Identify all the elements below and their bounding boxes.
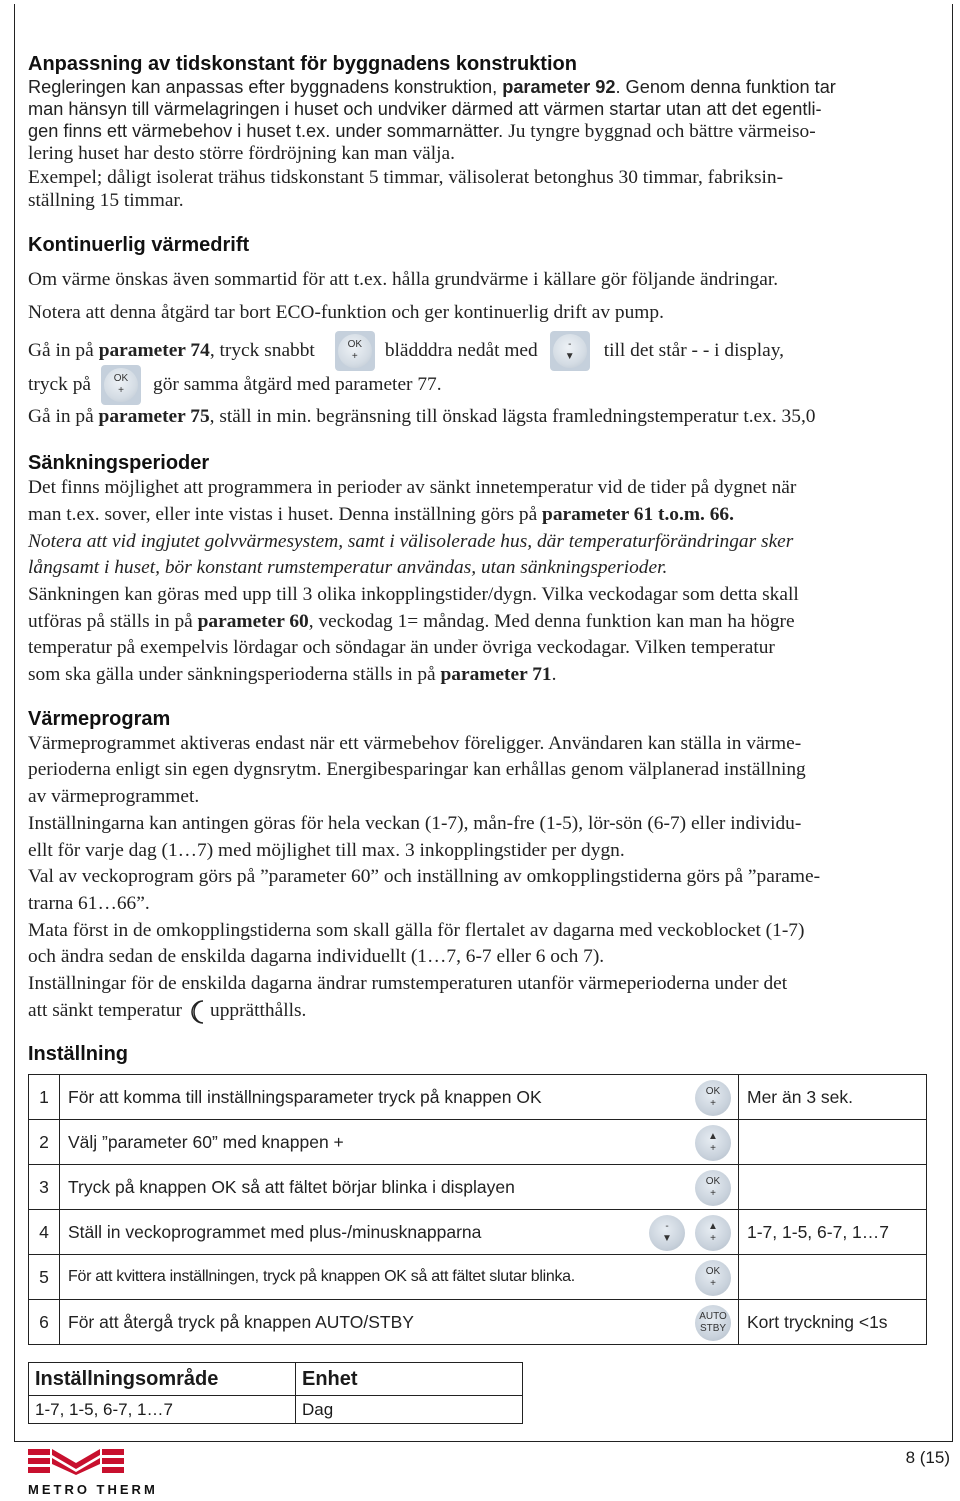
paragraph-line: lering huset har desto större fördröjning kan man välja. [28, 143, 456, 164]
paragraph-line: Regleringen kan anpassas efter byggnadens konstruktion, parameter 92. Genom denna funktion tar [28, 77, 836, 97]
auto-stby-button-icon: AUTO STBY [695, 1305, 731, 1341]
paragraph-line: trarna 61…66”. [28, 892, 150, 914]
step-note [739, 1120, 927, 1165]
step-number: 5 [29, 1255, 60, 1300]
paragraph-line: långsamt i huset, bör konstant rumstemperatur användas, utan sänkningsperioder. [28, 557, 668, 579]
paragraph-line: Exempel; dåligt isolerat trähus tidskonstant 5 timmar, välisolerat betonghus 30 timmar, fabriksin- [28, 167, 784, 188]
paragraph-line: Om värme önskas även sommartid för att t.ex. hålla grundvärme i källare gör följande ändringar. [28, 269, 779, 290]
step-number: 2 [29, 1120, 60, 1165]
table-row [29, 1120, 927, 1165]
step-note: 1-7, 1-5, 6-7, 1…7 [739, 1210, 927, 1255]
table-row [29, 1210, 927, 1255]
unit-value: Dag [296, 1396, 523, 1424]
step-number: 4 [29, 1210, 60, 1255]
section-title-varmeprogram: Värmeprogram [28, 707, 171, 730]
moon-icon [188, 999, 210, 1025]
table-row [29, 1396, 523, 1424]
paragraph-line: och ändra sedan de enskilda dagarna individuellt (1…7, 6-7 eller 6 och 7). [28, 946, 605, 968]
step-number: 6 [29, 1300, 60, 1345]
paragraph-line: att sänkt temperatur upprätthålls. [28, 998, 928, 1026]
paragraph-line: Inställningarna kan antingen göras för hela veckan (1-7), mån-fre (1-5), lör-sön (6-7) eller individu- [28, 812, 802, 834]
paragraph-line: Notera att denna åtgärd tar bort ECO-funktion och ger kontinuerlig drift av pump. [28, 301, 664, 323]
minus-down-button-icon: - ▼ [550, 331, 590, 371]
brand-name: METRO THERM [28, 1482, 158, 1497]
paragraph-line: man hänsyn till värmelagringen i huset och undviker därmed att värmen startar utan att det egentli- [28, 99, 822, 119]
section-title-sankningsperioder: Sänkningsperioder [28, 452, 210, 475]
table-header-row [29, 1363, 523, 1396]
paragraph-line: Gå in på parameter 75, ställ in min. begränsning till önskad lägsta framledningstemperatur t.ex. 35,0 [28, 406, 816, 428]
page-number: 8 (15) [905, 1448, 950, 1467]
range-value: 1-7, 1-5, 6-7, 1…7 [29, 1396, 296, 1424]
paragraph-line: Det finns möjlighet att programmera in perioder av sänkt innetemperatur vid de tider på dygnet när [28, 477, 797, 499]
unit-header: Enhet [296, 1363, 523, 1396]
step-note [739, 1165, 927, 1210]
paragraph-line: Gå in på parameter 74 , tryck snabbt OK + blädddra nedåt med - ▼ till det står - - i display, [28, 332, 928, 370]
section-title-tidskonstant: Anpassning av tidskonstant för byggnadens konstruktion [28, 53, 577, 75]
paragraph-line: av värmeprogrammet. [28, 786, 200, 808]
paragraph-line: man t.ex. sover, eller inte vistas i huset. Denna inställning görs på parameter 61 t.o.m. 66. [28, 503, 734, 525]
paragraph-line: temperatur på exempelvis lördagar och söndagar än under övriga veckodagar. Vilken temperatur [28, 637, 775, 659]
range-header: Inställningsområde [29, 1363, 296, 1396]
paragraph-line: gen finns ett värmebehov i huset t.ex. under sommarnätter. Ju tyngre byggnad och bättre värmeiso- [28, 121, 816, 142]
minus-down-button-icon: - ▼ [649, 1215, 685, 1251]
table-row [29, 1255, 927, 1300]
ok-button-icon: OK + [335, 331, 375, 371]
paragraph-line: ställning 15 timmar. [28, 190, 184, 211]
range-unit-table [28, 1362, 523, 1424]
paragraph-line: Inställningar för de enskilda dagarna ändrar rumstemperaturen utanför värmeperioderna under det [28, 973, 788, 995]
step-text: För att kvittera inställningen, tryck på knappen OK så att fältet slutar blinka. [60, 1255, 647, 1300]
metrotherm-logo [28, 1449, 158, 1497]
settings-steps-table [28, 1074, 927, 1345]
plus-up-button-icon: ▲ + [695, 1215, 731, 1251]
table-row [29, 1165, 927, 1210]
section-title-kontinuerlig: Kontinuerlig värmedrift [28, 234, 250, 256]
plus-up-button-icon: ▲ + [695, 1125, 731, 1161]
step-number: 1 [29, 1075, 60, 1120]
ok-button-icon: OK + [695, 1170, 731, 1206]
paragraph-line: utföras på ställs in på parameter 60, veckodag 1= måndag. Med denna funktion kan man ha högre [28, 610, 795, 632]
paragraph-line: ellt för varje dag (1…7) med möjlighet till max. 3 inkopplingstider per dygn. [28, 839, 625, 861]
ok-button-icon: OK + [695, 1260, 731, 1296]
step-text: Ställ in veckoprogrammet med plus-/minusknapparna [60, 1210, 647, 1255]
table-row [29, 1075, 927, 1120]
paragraph-line: Värmeprogrammet aktiveras endast när ett värmebehov föreligger. Användaren kan ställa in värme- [28, 732, 802, 754]
step-number: 3 [29, 1165, 60, 1210]
step-note [739, 1255, 927, 1300]
section-title-installning: Inställning [28, 1042, 128, 1065]
step-text: Välj ”parameter 60” med knappen + [60, 1120, 647, 1165]
metrotherm-logo-mark [28, 1449, 124, 1475]
paragraph-line: tryck på OK + gör samma åtgärd med parameter 77. [28, 366, 928, 404]
step-text: För att komma till inställningsparameter tryck på knappen OK [60, 1075, 647, 1120]
table-row [29, 1300, 927, 1345]
paragraph-line: Mata först in de omkopplingstiderna som skall gälla för flertalet av dagarna med veckoblocket (1-7) [28, 919, 805, 941]
document-body [28, 52, 928, 1066]
paragraph-line: Notera att vid ingjutet golvvärmesystem, samt i välisolerade hus, där temperaturförändringar sker [28, 530, 794, 552]
paragraph-line: som ska gälla under sänkningsperioderna ställs in på parameter 71. [28, 664, 557, 686]
paragraph-line: Sänkningen kan göras med upp till 3 olika inkopplingstider/dygn. Vilka veckodagar som detta skall [28, 583, 799, 605]
step-note: Kort tryckning <1s [739, 1300, 927, 1345]
ok-button-icon: OK + [695, 1080, 731, 1116]
step-text: För att återgå tryck på knappen AUTO/STBY [60, 1300, 647, 1345]
paragraph-line: Val av veckoprogram görs på ”parameter 60” och inställning av omkopplingstiderna görs på ”parame- [28, 866, 821, 888]
paragraph-line: perioderna enligt sin egen dygnsrytm. Energibesparingar kan erhållas genom välplanerad inställning [28, 759, 806, 781]
ok-button-icon: OK + [101, 365, 141, 405]
step-text: Tryck på knappen OK så att fältet börjar blinka i displayen [60, 1165, 647, 1210]
step-note: Mer än 3 sek. [739, 1075, 927, 1120]
